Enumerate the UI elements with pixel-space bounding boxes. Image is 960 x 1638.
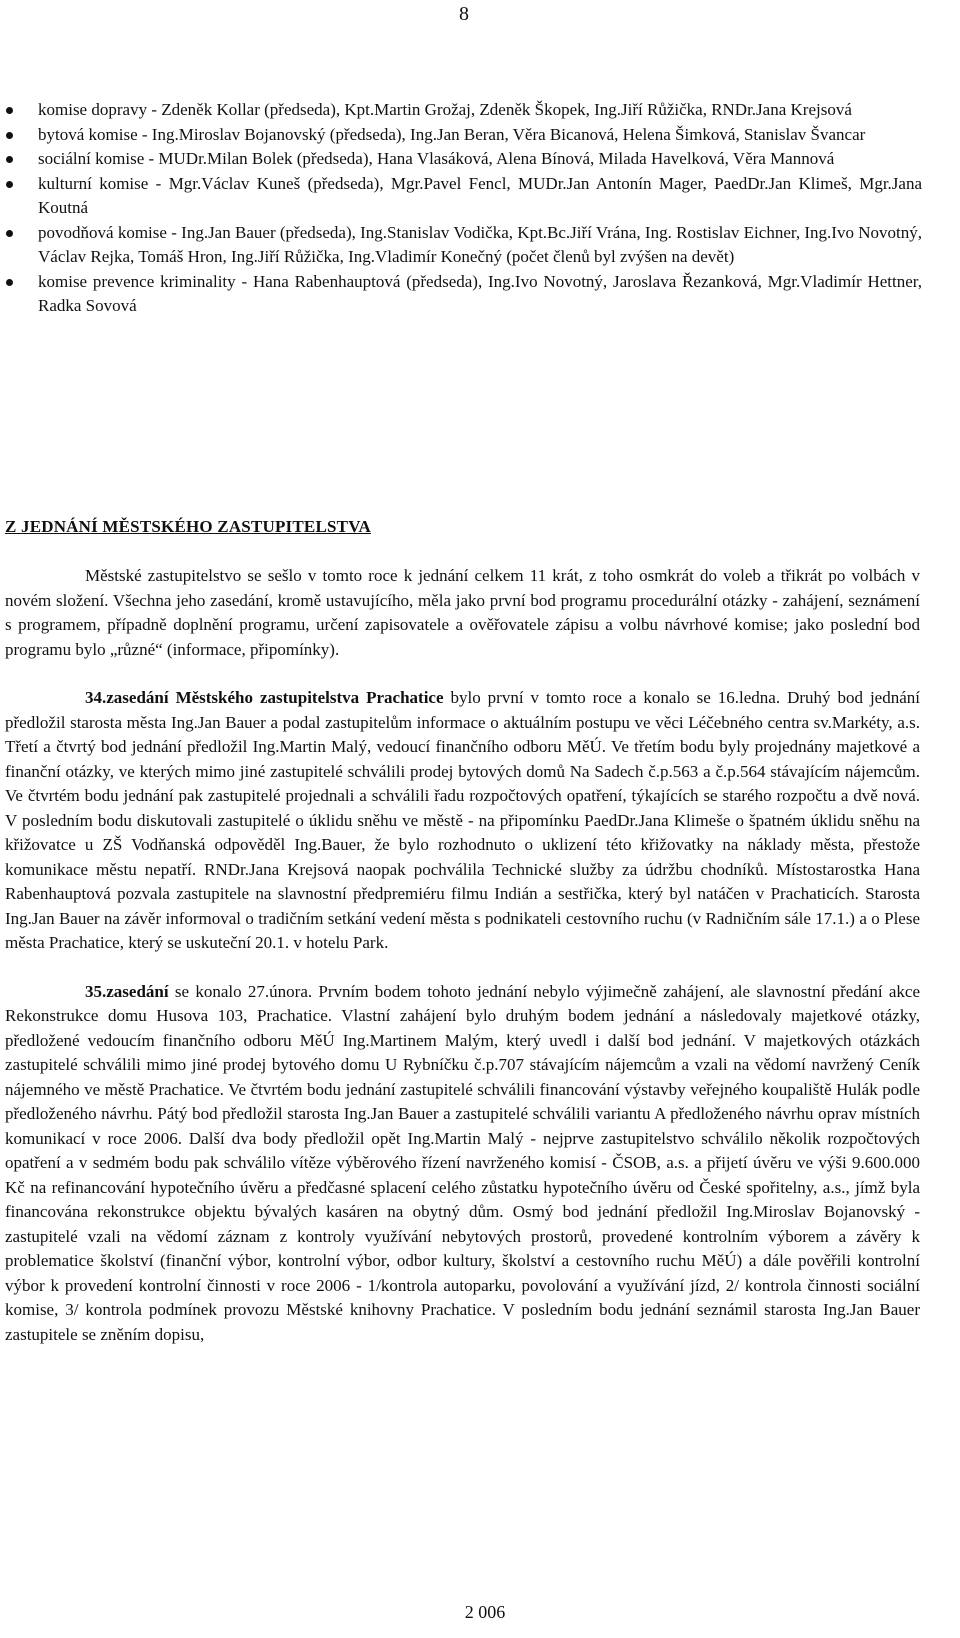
intro-paragraph: Městské zastupitelstvo se sešlo v tomto roce k jednání celkem 11 krát, z toho osmkrát do voleb a třikrát po volbách v novém složení. Všechna jeho zasedání, kromě ustavujícího, měla jako první bod programu procedurální otázky - zahájení, seznámení s programem, případně doplnění programu, určení zapisovatele a ověřovatele zápisu a volbu návrhové komise; jako poslední bod programu bylo „různé“ (informace, připomínky). [5,566,920,659]
body-text [5,564,920,1371]
footer-year: 2 006 [464,1602,506,1622]
meeting-34-lead: 34.zasedání Městského zastupitelstva Prachatice [85,688,444,707]
list-item: sociální komise - MUDr.Milan Bolek (předseda), Hana Vlasáková, Alena Bínová, Milada Havelková, Věra Mannová [38,147,922,172]
meeting-35-paragraph [5,980,920,1348]
list-item: komise prevence kriminality - Hana Rabenhauptová (předseda), Ing.Ivo Novotný, Jaroslava Řezanková, Mgr.Vladimír Hettner, Radka Sovová [38,270,922,319]
list-item: komise dopravy - Zdeněk Kollar (předseda), Kpt.Martin Grožaj, Zdeněk Škopek, Ing.Jiří Růžička, RNDr.Jana Krejsová [38,98,922,123]
meeting-35-text: se konalo 27.února. Prvním bodem tohoto jednání nebylo výjimečně zahájení, ale slavnostní předání akce Rekonstrukce domu Husova 103, Prachatice. Vlastní zahájení bylo druhým bodem jednání a následovaly majetkové otázky, předložené vedoucím finančního odboru MěÚ Ing.Martinem Malým, který uvedl i další bod jednání. V majetkových otázkách zastupitelé schválili mimo jiné prodej bytového domu U Rybníčku č.p.707 stávajícím nájemcům a vzali na vědomí navržený Ceník nájemného ve městě Prachatice. Ve čtvrtém bodu jednání zastupitelé schválili financování výstavby veřejného koupaliště Hulák podle předloženého návrhu. Pátý bod předložil starosta Ing.Jan Bauer a zastupitelé schválili variantu A předloženého návrhu oprav místních komunikací v roce 2006. Další dva body předložil opět Ing.Martin Malý - nejprve zastupitelstvo schválilo několik rozpočtových opatření a v sedmém bodu pak schválilo vítěze výběrového řízení navrženého komisí - ČSOB, a.s. a přijetí úvěru ve výši 9.600.000 Kč na refinancování hypotečního úvěru a předčasné splacení celého zůstatku hypotečního úvěru od České spořitelny, a.s., jímž byla financována rekonstrukce objektu bývalých kasáren na obytný dům. Osmý bod jednání předložil Ing.Miroslav Bojanovský - zastupitelé vzali na vědomí záznam z kontroly využívání nebytových prostorů, provedené kontrolním výborem a závěry k problematice školství (finanční výbor, kontrolní výbor, odbor kultury, školství a cestovního ruchu MěÚ) a dále pověřili kontrolní výbor k provedení kontrolní činnosti v roce 2006 - 1/kontrola autoparku, povolování a využívání jízd, 2/ kontrola činnosti sociální komise, 3/ kontrola podmínek provozu Městské knihovny Prachatice. V posledním bodu jednání seznámil starosta Ing.Jan Bauer zastupitele se zněním dopisu, [5,981,920,1344]
meeting-35-lead: 35.zasedání [85,981,169,1001]
section-heading: Z JEDNÁNÍ MĚSTSKÉHO ZASTUPITELSTVA [5,517,371,536]
list-item: bytová komise - Ing.Miroslav Bojanovský (předseda), Ing.Jan Beran, Věra Bicanová, Helena Šimková, Stanislav Švancar [38,123,922,148]
meeting-34-text: bylo první v tomto roce a konalo se 16.ledna. Druhý bod jednání předložil starosta města Ing.Jan Bauer a podal zastupitelům informace o aktuálním postupu ve věci Léčebného centra sv.Markéty, a.s. Třetí a čtvrtý bod jednání předložil Ing.Martin Malý, vedoucí finančního odboru MěÚ. Ve třetím bodu byly projednány majetkové a finanční otázky, ve kterých mimo jiné zastupitelé schválili prodej bytových domů Na Sadech č.p.563 a č.p.564 stávajícím nájemcům. Ve čtvrtém bodu jednání pak zastupitelé projednali a schválili řadu rozpočtových opatření, týkajících se starého rozpočtu a dvě nová. V posledním bodu diskutovali zastupitelé o úklidu sněhu ve městě - na připomínku PaedDr.Jana Klimeše o špatném úklidu sněhu na křižovatce u ZŠ Vodňanská odpověděl Ing.Bauer, že bylo rozhodnuto o uklizení této křižovatky na náklady města, přestože komunikace městu nepatří. RNDr.Jana Krejsová naopak pochválila Technické služby za údržbu chodníků. Místostarostka Hana Rabenhauptová pozvala zastupitele na slavnostní předpremiéru filmu Indián a sestřička, který byl natáčen v Prachaticích. Starosta Ing.Jan Bauer na závěr informoval o tradičním setkání vedení města s podnikateli cestovního ruchu (v Radničním sále 17.1.) a o Plese města Prachatice, který se uskuteční 20.1. v hotelu Park. [5,688,920,952]
list-item: povodňová komise - Ing.Jan Bauer (předseda), Ing.Stanislav Vodička, Kpt.Bc.Jiří Vrána, Ing. Rostislav Eichner, Ing.Ivo Novotný, Václav Rejka, Tomáš Hron, Ing.Jiří Růžička, Ing.Vladimír Konečný (počet členů byl zvýšen na devět) [38,221,922,270]
page-number: 8 [459,3,469,25]
meeting-34-paragraph [5,686,920,956]
committee-list [38,98,922,319]
list-item: kulturní komise - Mgr.Václav Kuneš (předseda), Mgr.Pavel Fencl, MUDr.Jan Antonín Mager, PaedDr.Jan Klimeš, Mgr.Jana Koutná [38,172,922,221]
